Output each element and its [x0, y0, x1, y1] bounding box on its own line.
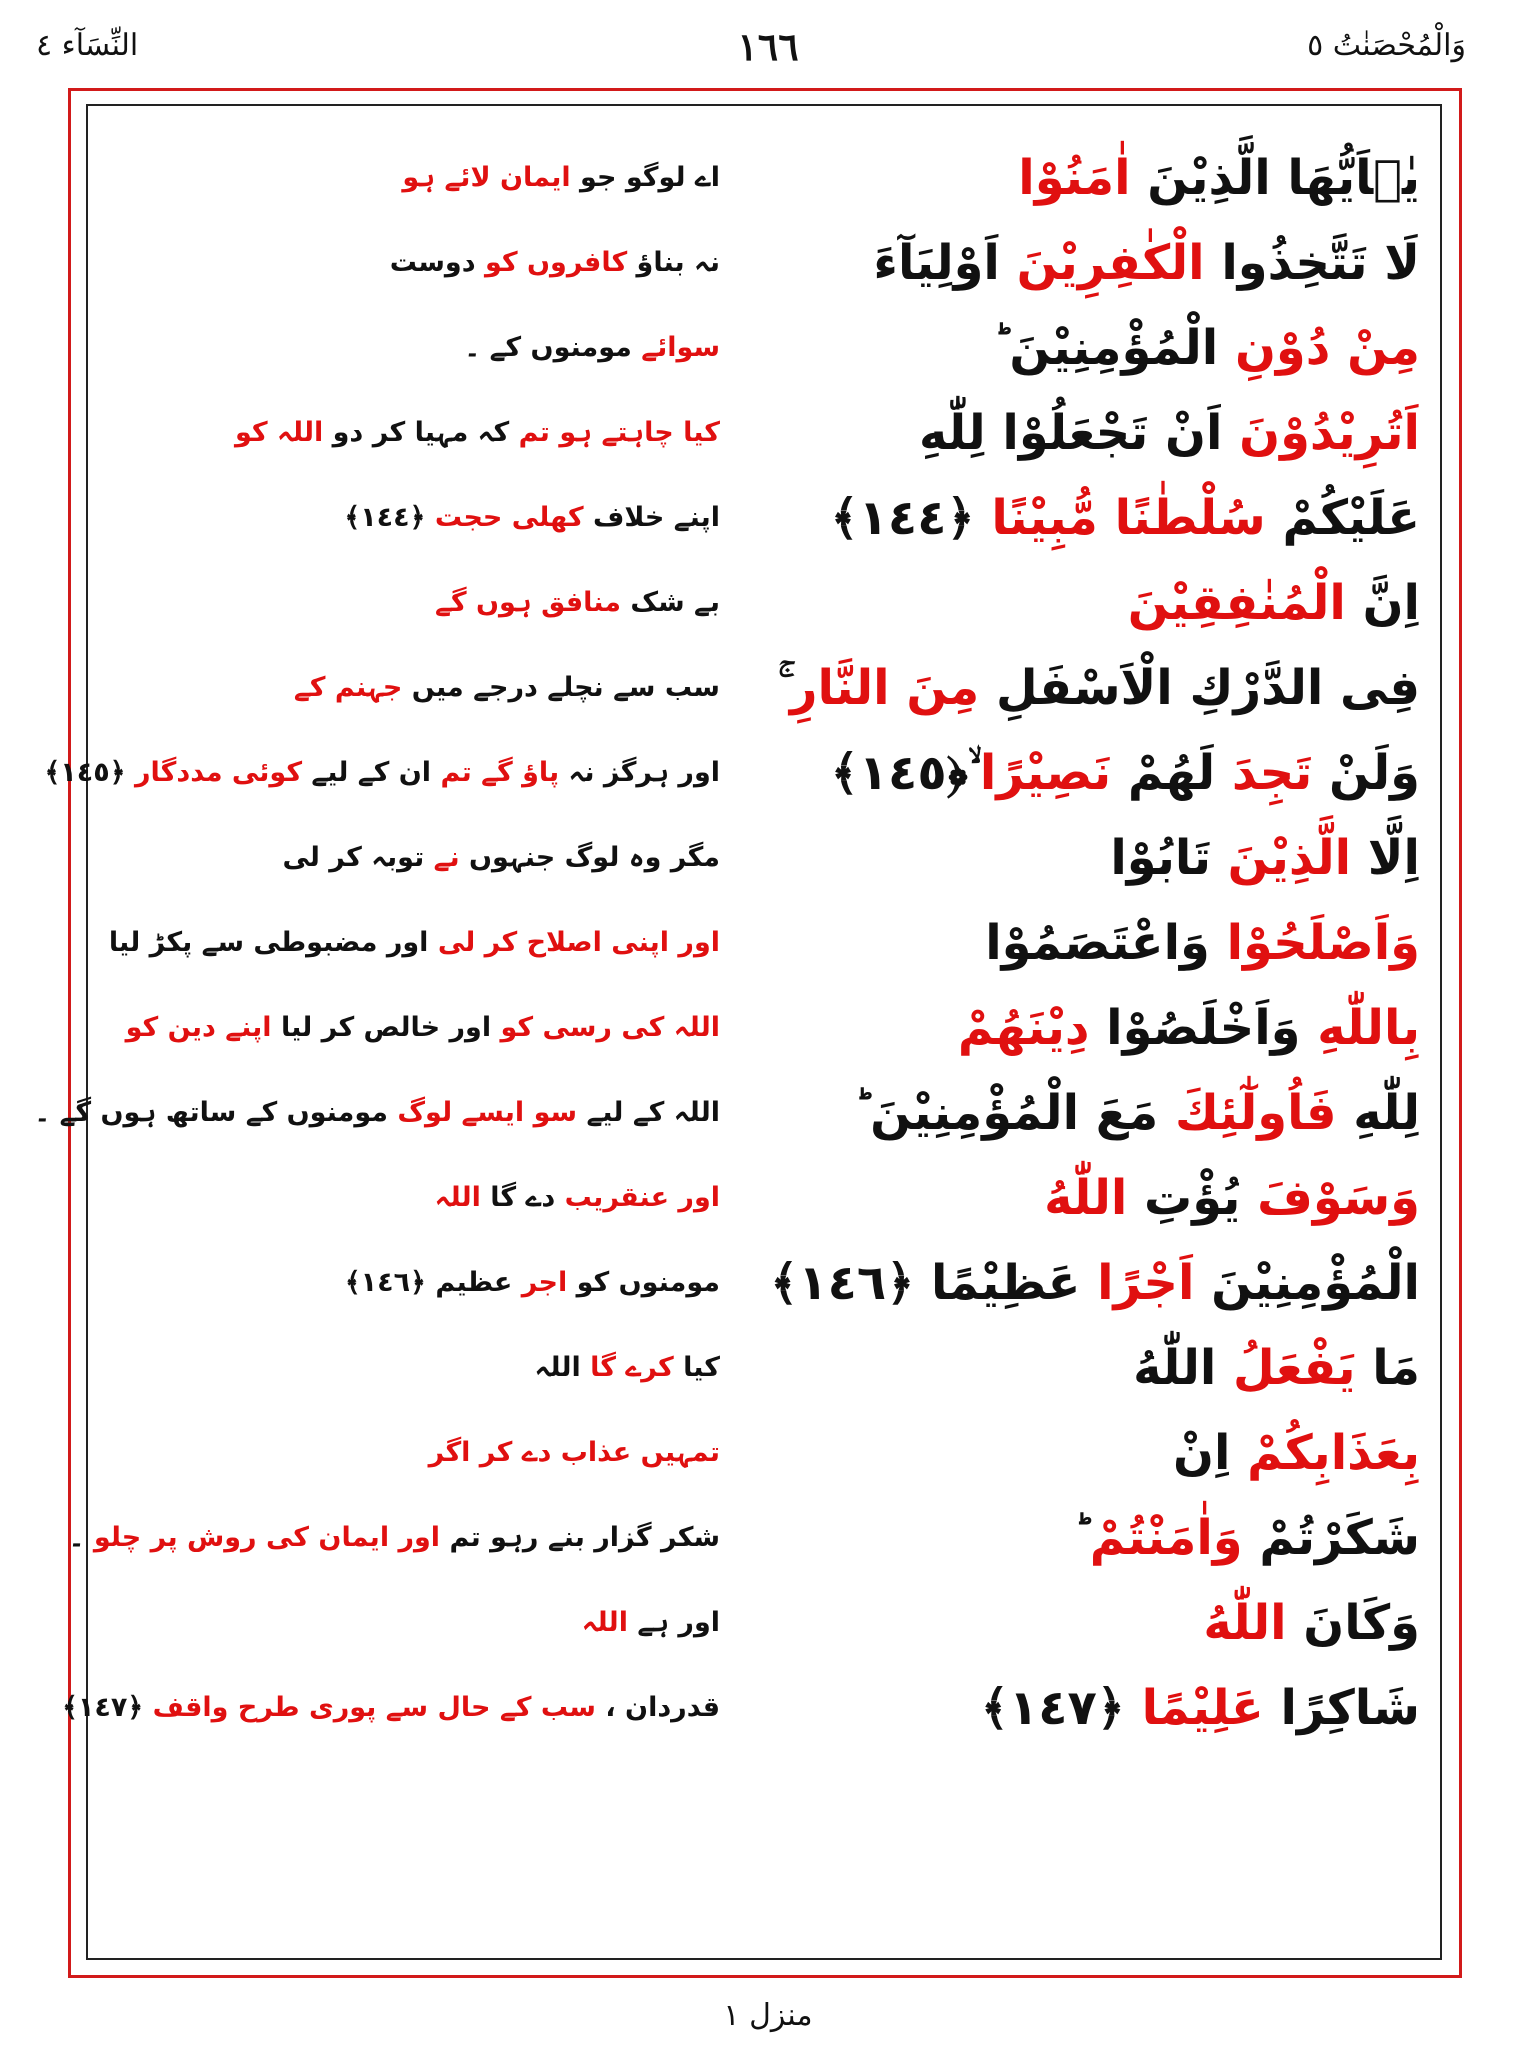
urdu-segment: ﴿١٤٤﴾: [344, 502, 435, 533]
arabic-segment: اَوْلِيَآءَ: [873, 235, 1017, 291]
arabic-segment: مَعَ الْمُؤْمِنِيْنَ ؕ: [853, 1085, 1175, 1141]
urdu-segment: پاؤ گے تم: [440, 757, 560, 788]
arabic-segment: وَكَانَ: [1286, 1595, 1420, 1651]
urdu-segment: نہ بناؤ: [627, 247, 720, 278]
verse-row: [120, 822, 1420, 907]
urdu-segment: اور خالص کر لیا: [271, 1012, 501, 1043]
arabic-segment: يٰۤاَيُّهَا الَّذِيْنَ: [1130, 150, 1420, 206]
urdu-segment: کافروں کو: [484, 247, 628, 278]
arabic-segment: شَاكِرًا: [1263, 1680, 1420, 1736]
arabic-segment: اِلَّا: [1351, 830, 1420, 886]
arabic-segment: اللّٰهُ: [1044, 1170, 1128, 1226]
urdu-segment: نے: [424, 842, 469, 873]
urdu-segment: مگر وہ لوگ جنہوں: [468, 842, 720, 873]
arabic-segment: اللّٰهُ: [1133, 1340, 1234, 1396]
urdu-segment: مومنوں کو: [567, 1267, 720, 1298]
urdu-segment: سو ایسے لوگ: [397, 1097, 578, 1128]
arabic-segment: اَجْرًا: [1097, 1255, 1195, 1311]
urdu-segment: شکر گزار بنے رہو تم: [440, 1522, 720, 1553]
arabic-verse-text: [720, 567, 1420, 639]
arabic-segment: يَفْعَلُ: [1233, 1340, 1356, 1396]
arabic-verse-text: [720, 1162, 1420, 1234]
arabic-segment: فِى الدَّرْكِ الْاَسْفَلِ: [979, 660, 1420, 716]
urdu-translation-text: [120, 1595, 720, 1651]
urdu-segment: اور اپنی اصلاح کر لی: [437, 927, 720, 958]
verse-row: [120, 482, 1420, 567]
arabic-verse-text: [720, 1077, 1420, 1149]
urdu-segment: دے گا: [480, 1182, 565, 1213]
arabic-segment: الْمُؤْمِنِيْنَ: [1194, 1255, 1420, 1311]
urdu-segment: توبہ کر لی: [282, 842, 425, 873]
arabic-segment: لِلّٰهِ: [1336, 1085, 1420, 1141]
arabic-segment: وَاَخْلَصُوْا: [1089, 1000, 1318, 1056]
verse-row: [120, 567, 1420, 652]
urdu-segment: کوئی مددگار: [134, 757, 303, 788]
verse-row: [120, 1417, 1420, 1502]
arabic-segment: بِاللّٰهِ: [1317, 1000, 1420, 1056]
arabic-segment: اللّٰهُ: [1203, 1595, 1287, 1651]
urdu-translation-text: [120, 1000, 720, 1056]
arabic-segment: وَاٰمَنْتُمْ: [1089, 1510, 1243, 1566]
arabic-segment: فَاُولٰٓئِكَ: [1174, 1085, 1337, 1141]
arabic-segment: سُلْطٰنًا مُّبِيْنًا: [991, 490, 1266, 546]
verse-row: [120, 312, 1420, 397]
urdu-segment: دوست: [389, 247, 485, 278]
arabic-segment: مِنْ دُوْنِ: [1234, 320, 1420, 376]
arabic-segment: وَلَنْ: [1312, 745, 1420, 801]
verse-row: [44, 737, 1420, 822]
urdu-translation-text: [108, 915, 720, 971]
urdu-translation-text: [120, 1425, 720, 1481]
verse-row: [120, 1587, 1420, 1672]
arabic-segment: ۙ﴿١٤٥﴾: [830, 745, 980, 801]
arabic-verse-text: [720, 227, 1420, 299]
urdu-segment: بے شک: [621, 587, 720, 618]
arabic-segment: لَا تَتَّخِذُوا: [1204, 235, 1420, 291]
arabic-segment: ﴿١٤٧﴾: [980, 1680, 1142, 1736]
urdu-translation-text: [120, 1340, 720, 1396]
juz-name: وَالْمُحْصَنٰتُ ٥: [1307, 28, 1466, 63]
arabic-segment: اِنَّ: [1345, 575, 1420, 631]
arabic-segment: شَكَرْتُمْ: [1242, 1510, 1420, 1566]
arabic-verse-text: [720, 1417, 1420, 1489]
urdu-segment: اللہ کے لیے: [577, 1097, 720, 1128]
urdu-segment: اپنے خلاف: [583, 502, 720, 533]
arabic-verse-text: [720, 1332, 1420, 1404]
arabic-segment: وَاَصْلَحُوْا: [1226, 915, 1420, 971]
urdu-segment: اور مضبوطی سے پکڑ لیا: [108, 927, 438, 958]
surah-name: النِّسَآء ٤: [36, 28, 139, 63]
urdu-translation-text: [120, 405, 720, 461]
arabic-segment: مَا: [1355, 1340, 1420, 1396]
urdu-translation-text: [120, 1170, 720, 1226]
arabic-verse-text: [720, 482, 1420, 554]
urdu-segment: کیا: [673, 1352, 720, 1383]
arabic-segment: مِنَ النَّارِ: [789, 660, 980, 716]
urdu-translation-text: [120, 150, 720, 206]
arabic-segment: ۚ: [777, 660, 790, 716]
urdu-segment: اللہ: [434, 1182, 481, 1213]
arabic-verse-text: [720, 907, 1420, 979]
page-number: ١٦٦: [737, 24, 799, 69]
urdu-segment: جہنم کے: [293, 672, 403, 703]
arabic-segment: اٰمَنُوْا: [1018, 150, 1131, 206]
urdu-translation-text: [120, 490, 720, 546]
urdu-segment: اللہ کو: [234, 417, 324, 448]
urdu-translation-text: [120, 830, 720, 886]
urdu-translation-text: [120, 575, 720, 631]
arabic-verse-text: [720, 652, 1420, 724]
urdu-segment: اور ہرگز نہ: [559, 757, 720, 788]
arabic-segment: اِنْ: [1172, 1425, 1248, 1481]
urdu-segment: اور ہے: [627, 1607, 720, 1638]
verse-row: [34, 1077, 1420, 1162]
arabic-segment: لَهُمْ: [1111, 745, 1232, 801]
urdu-translation-text: [120, 320, 720, 376]
urdu-segment: تمہیں عذاب دے کر اگر: [428, 1437, 720, 1468]
urdu-segment: کھلی حجت: [434, 502, 584, 533]
urdu-segment: اور عنقریب: [564, 1182, 720, 1213]
urdu-translation-text: [44, 745, 720, 801]
urdu-segment: اور ایمان کی روش پر چلو: [93, 1522, 441, 1553]
verse-rows: [34, 142, 1420, 1757]
arabic-verse-text: [720, 1247, 1420, 1319]
verse-row: [120, 1162, 1420, 1247]
urdu-segment: قدردان ،: [595, 1692, 720, 1723]
arabic-verse-text: [720, 822, 1420, 894]
arabic-segment: عَظِيْمًا ﴿١٤٦﴾: [770, 1255, 1098, 1311]
urdu-segment: ان کے لیے: [302, 757, 441, 788]
urdu-segment: اجر: [521, 1267, 568, 1298]
arabic-segment: الْكٰفِرِيْنَ: [1016, 235, 1205, 291]
verse-row: [120, 227, 1420, 312]
urdu-segment: اللہ: [534, 1352, 591, 1383]
arabic-verse-text: [720, 1502, 1420, 1574]
verse-row: [120, 1332, 1420, 1417]
arabic-segment: وَاعْتَصَمُوْا: [985, 915, 1227, 971]
arabic-segment: اَتُرِيْدُوْنَ: [1239, 405, 1420, 461]
urdu-translation-text: [120, 235, 720, 291]
urdu-segment: اللہ: [581, 1607, 628, 1638]
arabic-segment: الْمُنٰفِقِيْنَ: [1127, 575, 1346, 631]
urdu-translation-text: [62, 1680, 720, 1736]
verse-row: [62, 1672, 1420, 1757]
urdu-segment: منافق ہوں گے: [435, 587, 622, 618]
arabic-segment: ﴿١٤٤﴾: [830, 490, 992, 546]
urdu-segment: ایمان لائے ہو: [402, 162, 571, 193]
urdu-segment: سب کے حال سے پوری طرح واقف: [152, 1692, 596, 1723]
arabic-verse-text: [720, 312, 1420, 384]
arabic-segment: دِيْنَهُمْ: [957, 1000, 1090, 1056]
arabic-verse-text: [720, 1672, 1420, 1744]
urdu-segment: اے لوگو جو: [570, 162, 720, 193]
arabic-segment: ؕ: [1073, 1510, 1090, 1566]
arabic-segment: اَنْ تَجْعَلُوْا لِلّٰهِ: [918, 405, 1240, 461]
arabic-verse-text: [720, 1587, 1420, 1659]
urdu-segment: ﴿١٤٧﴾: [62, 1692, 153, 1723]
urdu-segment: کہ مہیا کر دو: [323, 417, 519, 448]
arabic-segment: نَصِيْرًا: [979, 745, 1112, 801]
urdu-translation-text: [120, 660, 720, 716]
verse-row: [120, 142, 1420, 227]
arabic-segment: تَابُوْا: [1110, 830, 1228, 886]
urdu-segment: مومنوں کے ساتھ ہوں گے ۔: [34, 1097, 398, 1128]
urdu-segment: اللہ کی رسی کو: [500, 1012, 720, 1043]
arabic-verse-text: [720, 992, 1420, 1064]
arabic-segment: الْمُؤْمِنِيْنَ ؕ: [992, 320, 1235, 376]
urdu-segment: کیا چاہتے ہو تم: [518, 417, 720, 448]
arabic-segment: الَّذِيْنَ: [1227, 830, 1352, 886]
verse-row: [108, 907, 1420, 992]
verse-row: [120, 992, 1420, 1077]
verse-row: [120, 1247, 1420, 1332]
urdu-segment: سب سے نچلے درجے میں: [402, 672, 720, 703]
urdu-segment: مومنوں کے ۔: [464, 332, 642, 363]
verse-row: [68, 1502, 1420, 1587]
arabic-segment: وَسَوْفَ: [1257, 1170, 1420, 1226]
arabic-segment: عَلَيْكُمْ: [1265, 490, 1420, 546]
arabic-segment: بِعَذَابِكُمْ: [1247, 1425, 1420, 1481]
urdu-translation-text: [120, 1255, 720, 1311]
arabic-verse-text: [720, 737, 1420, 809]
arabic-segment: تَجِدَ: [1231, 745, 1313, 801]
urdu-segment: ۔: [68, 1522, 94, 1553]
arabic-segment: عَلِيْمًا: [1141, 1680, 1264, 1736]
urdu-translation-text: [68, 1510, 720, 1566]
urdu-segment: سوائے: [641, 332, 720, 363]
arabic-verse-text: [720, 397, 1420, 469]
manzil-footer: منزل ١: [723, 1998, 813, 2033]
urdu-segment: ﴿١٤٥﴾: [44, 757, 135, 788]
verse-row: [120, 397, 1420, 482]
urdu-segment: عظیم ﴿١٤٦﴾: [344, 1267, 522, 1298]
verse-row: [120, 652, 1420, 737]
urdu-translation-text: [34, 1085, 720, 1141]
arabic-verse-text: [720, 142, 1420, 214]
urdu-segment: اپنے دین کو: [125, 1012, 272, 1043]
urdu-segment: کرے گا: [590, 1352, 674, 1383]
arabic-segment: يُؤْتِ: [1127, 1170, 1258, 1226]
